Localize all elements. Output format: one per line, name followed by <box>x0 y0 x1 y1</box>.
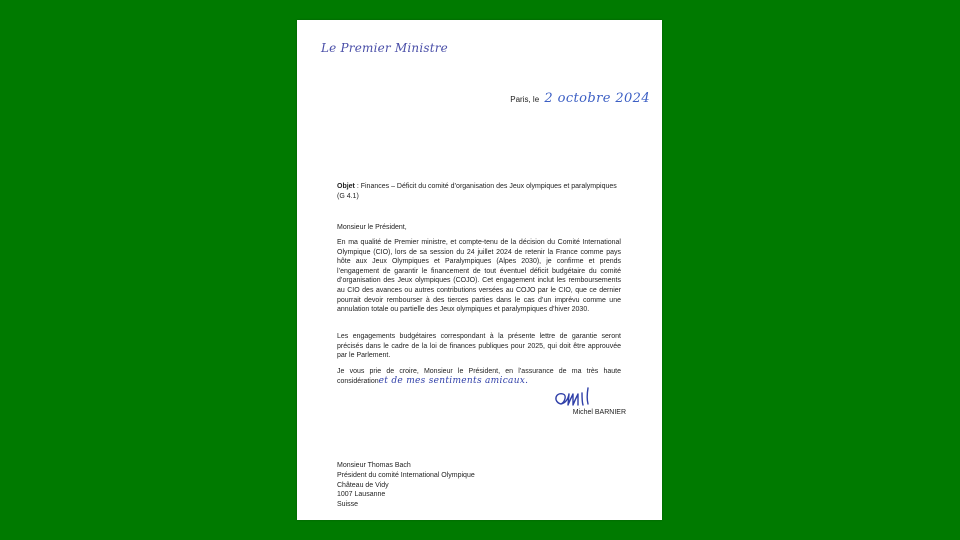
subject-label: Objet <box>337 183 355 190</box>
subject-text: : Finances – Déficit du comité d’organisation des Jeux olympiques et paralympiques (G 4.1) <box>337 183 617 200</box>
address-line: Suisse <box>337 501 359 509</box>
recipient-address <box>337 461 475 510</box>
letterhead: Le Premier Ministre <box>321 41 448 55</box>
date-line <box>510 91 650 106</box>
paragraph-1: En ma qualité de Premier ministre, et compte-tenu de la décision du Comité International Olympique (CIO), lors de sa session du 24 juillet 2024 de retenir la France comme pays hôte aux Jeux Olympiques et Paralympiques (Alpes 2030), je confirme et prends l’engagement de garantir le financement de tout éventuel déficit budgétaire du comité d’organisation des Jeux olympiques (COJO). Cet engagement inclut les remboursements au CIO des avances ou autres contributions versées au COJO par le CIO, que ce dernier pourrait devoir rembourser à des tierces parties dans le cas d’un imprévu comme une annulation totale ou partielle des Jeux olympiques et paralympiques d’hiver 2030. <box>337 239 621 314</box>
address-line: 1007 Lausanne <box>337 491 386 499</box>
closing-text: Je vous prie de croire, Monsieur le Président, en l’assurance de ma très haute considération <box>337 368 621 385</box>
signature <box>551 380 603 410</box>
greeting: Monsieur le Président, <box>337 224 407 231</box>
date-prefix: Paris, le <box>510 95 540 104</box>
handwritten-date: 2 octobre 2024 <box>544 91 650 106</box>
letter-page <box>297 20 662 520</box>
paragraph-2: Les engagements budgétaires correspondant à la présente lettre de garantie seront précisés dans le cadre de la loi de finances publiques pour 2025, qui doit être approuvée par le Parlement. <box>337 333 621 360</box>
signer-name: Michel BARNIER <box>572 409 626 416</box>
handwritten-closing: et de mes sentiments amicaux. <box>378 375 529 386</box>
subject-line <box>337 182 621 201</box>
address-line: Monsieur Thomas Bach <box>337 462 411 469</box>
address-line: Président du comité International Olympique <box>337 471 475 479</box>
address-line: Château de Vidy <box>337 481 389 489</box>
